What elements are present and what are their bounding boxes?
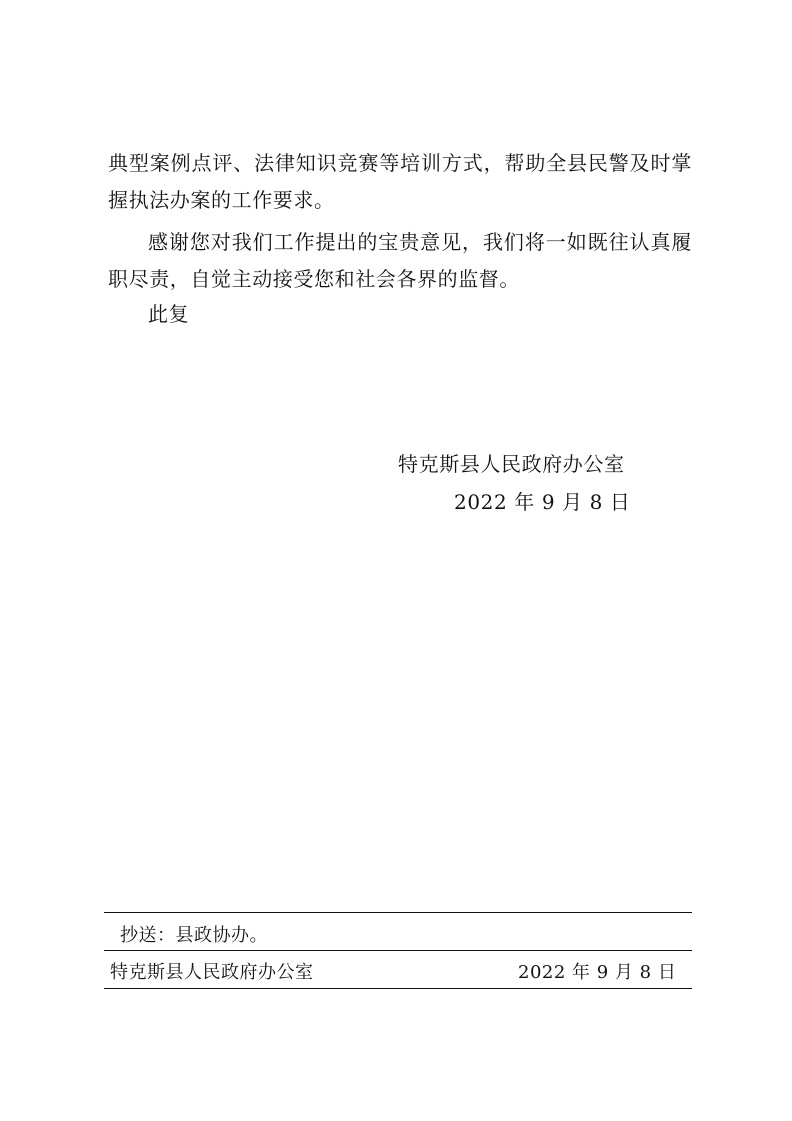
paragraph1-line1: 典型案例点评、法律知识竞赛等培训方式，帮助全县民警及时掌 — [108, 151, 692, 175]
paragraph1-line2: 握执法办案的工作要求。 — [108, 188, 335, 212]
footer-date: 2022 年 9 月 8 日 — [518, 962, 677, 983]
signature-issuer: 特克斯县人民政府办公室 — [398, 452, 625, 476]
footer-top-rule — [104, 912, 692, 913]
paragraph2-line2: 职尽责，自觉主动接受您和社会各界的监督。 — [108, 267, 520, 291]
signature-date: 2022 年 9 月 8 日 — [454, 490, 631, 514]
footer-issuer: 特克斯县人民政府办公室 — [110, 962, 314, 983]
footer-middle-rule — [104, 950, 692, 951]
closing-phrase: 此复 — [148, 302, 190, 326]
footer-bottom-rule — [104, 988, 692, 989]
footer-cc: 抄送：县政协办。 — [120, 925, 268, 946]
paragraph2-line1: 感谢您对我们工作提出的宝贵意见，我们将一如既往认真履 — [148, 230, 692, 254]
